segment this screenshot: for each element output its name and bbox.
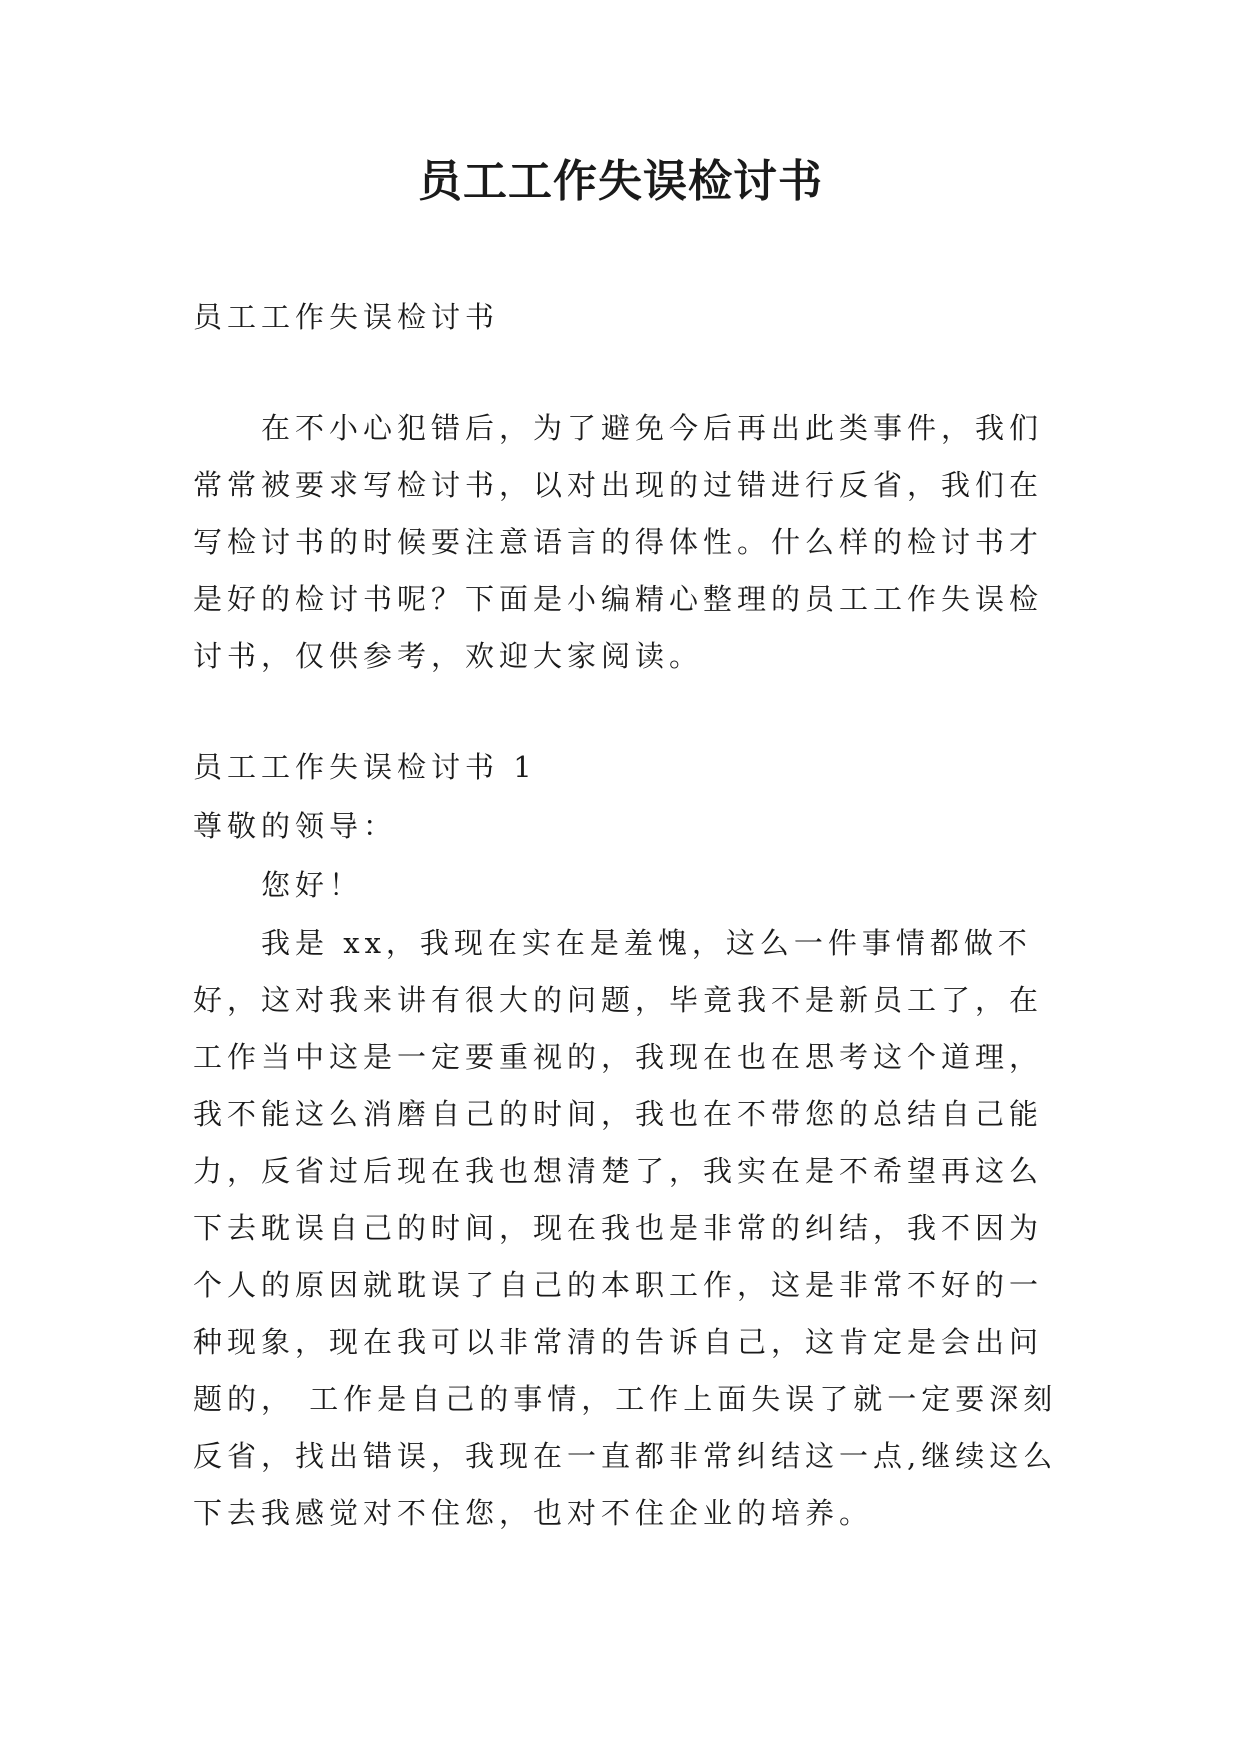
spacer	[193, 347, 1073, 400]
salutation: 尊敬的领导：	[193, 809, 398, 843]
section-heading: 员工工作失误检讨书 1	[193, 750, 537, 784]
document-subtitle: 员工工作失误检讨书	[193, 300, 500, 334]
body-paragraph: 我是 xx，我现在实在是羞愧，这么一件事情都做不好，这对我来讲有很大的问题，毕竟我不是新员工了，在工作当中这是一定要重视的，我现在也在思考这个道理，我不能这么消磨自己的时间，我也在不带您的总结自己能力，反省过后现在我也想清楚了，我实在是不希望再这么下去耽误自己的时间，现在我也是非常的纠结，我不因为个人的原因就耽误了自己的本职工作，这是非常不好的一种现象，现在我可以非常清的告诉自己，这肯定是会出问题的， 工作是自己的事情，工作上面失误了就一定要深刻反省，找出错误，我现在一直都非常纠结这一点,继续这么下去我感觉对不住您，也对不住企业的培养。	[193, 926, 1058, 1530]
spacer	[193, 685, 1073, 738]
document-title: 员工工作失误检讨书	[418, 156, 823, 207]
intro-paragraph: 在不小心犯错后，为了避免今后再出此类事件，我们常常被要求写检讨书，以对出现的过错进行反省，我们在写检讨书的时候要注意语言的得体性。什么样的检讨书才是好的检讨书呢？下面是小编精心整理的员工工作失误检讨书，仅供参考，欢迎大家阅读。	[193, 411, 1044, 673]
document-body	[193, 288, 1073, 1542]
greeting: 您好！	[261, 868, 364, 902]
